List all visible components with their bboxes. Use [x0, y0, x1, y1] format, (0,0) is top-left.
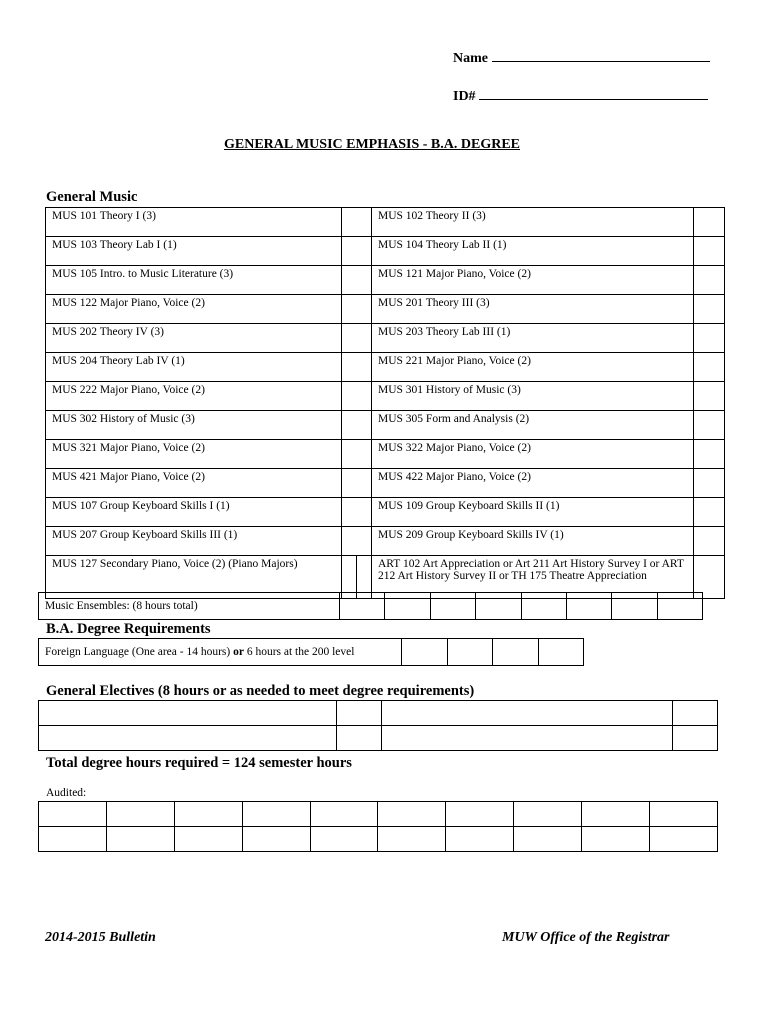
footer-registrar: MUW Office of the Registrar: [502, 930, 670, 945]
general-music-table: [45, 207, 725, 599]
course-right: ART 102 Art Appreciation or Art 211 Art History Survey I or ART 212 Art History Survey II or TH 175 Theatre Appreciation: [372, 556, 694, 599]
audited-cell[interactable]: [242, 827, 310, 852]
foreign-language-box[interactable]: [402, 639, 448, 666]
audited-cell[interactable]: [582, 827, 650, 852]
course-right-check[interactable]: [694, 208, 725, 237]
course-right-check[interactable]: [694, 266, 725, 295]
course-right: MUS 201 Theory III (3): [372, 295, 694, 324]
ensemble-box[interactable]: [430, 593, 475, 620]
audited-cell[interactable]: [582, 802, 650, 827]
course-left-check[interactable]: [342, 266, 372, 295]
audited-cell[interactable]: [514, 827, 582, 852]
name-input-line[interactable]: [492, 47, 710, 62]
course-left: MUS 101 Theory I (3): [46, 208, 342, 237]
general-music-heading: General Music: [46, 189, 138, 205]
foreign-language-or: or: [233, 646, 244, 658]
course-row: [46, 527, 725, 556]
audited-cell[interactable]: [650, 827, 718, 852]
audited-cell[interactable]: [310, 827, 378, 852]
id-input-line[interactable]: [479, 85, 708, 100]
course-right-check[interactable]: [694, 324, 725, 353]
course-right-check[interactable]: [694, 440, 725, 469]
course-right-check[interactable]: [694, 237, 725, 266]
foreign-language-box[interactable]: [447, 639, 493, 666]
audited-row: [39, 802, 718, 827]
audited-cell[interactable]: [446, 827, 514, 852]
course-left: MUS 105 Intro. to Music Literature (3): [46, 266, 342, 295]
course-left-check[interactable]: [342, 498, 372, 527]
course-left-check[interactable]: [342, 324, 372, 353]
ba-requirements-heading: B.A. Degree Requirements: [46, 621, 211, 637]
course-right: MUS 209 Group Keyboard Skills IV (1): [372, 527, 694, 556]
audited-cell[interactable]: [650, 802, 718, 827]
course-row: [46, 411, 725, 440]
ensemble-box[interactable]: [612, 593, 657, 620]
foreign-language-label: [39, 639, 402, 666]
course-right-check[interactable]: [694, 527, 725, 556]
course-left-check[interactable]: [342, 353, 372, 382]
course-left: MUS 122 Major Piano, Voice (2): [46, 295, 342, 324]
ensemble-box[interactable]: [340, 593, 385, 620]
course-right: MUS 305 Form and Analysis (2): [372, 411, 694, 440]
course-row: [46, 208, 725, 237]
course-row: [46, 498, 725, 527]
ensemble-box[interactable]: [521, 593, 566, 620]
course-right-check[interactable]: [694, 382, 725, 411]
ensemble-box[interactable]: [566, 593, 611, 620]
course-right-check[interactable]: [694, 498, 725, 527]
course-left-check[interactable]: [342, 382, 372, 411]
course-row: [46, 266, 725, 295]
elective-check-cell[interactable]: [337, 701, 382, 726]
electives-heading: General Electives (8 hours or as needed to meet degree requirements): [46, 683, 475, 699]
elective-check-cell[interactable]: [673, 701, 718, 726]
course-right: MUS 121 Major Piano, Voice (2): [372, 266, 694, 295]
audited-row: [39, 827, 718, 852]
audited-cell[interactable]: [378, 827, 446, 852]
course-left-check[interactable]: [342, 440, 372, 469]
audited-cell[interactable]: [310, 802, 378, 827]
course-left-check[interactable]: [342, 411, 372, 440]
course-left-check[interactable]: [342, 237, 372, 266]
elective-check-cell[interactable]: [337, 726, 382, 751]
course-row: [46, 382, 725, 411]
course-right-check[interactable]: [694, 353, 725, 382]
ensemble-box[interactable]: [385, 593, 430, 620]
course-right: MUS 221 Major Piano, Voice (2): [372, 353, 694, 382]
audited-cell[interactable]: [174, 802, 242, 827]
course-left: MUS 127 Secondary Piano, Voice (2) (Piano Majors): [46, 556, 342, 599]
audited-cell[interactable]: [174, 827, 242, 852]
course-left: MUS 204 Theory Lab IV (1): [46, 353, 342, 382]
elective-course-cell[interactable]: [39, 701, 337, 726]
course-row: [46, 440, 725, 469]
course-right: MUS 422 Major Piano, Voice (2): [372, 469, 694, 498]
audited-cell[interactable]: [446, 802, 514, 827]
audited-cell[interactable]: [39, 802, 107, 827]
course-left: MUS 202 Theory IV (3): [46, 324, 342, 353]
id-field[interactable]: [453, 85, 708, 105]
foreign-language-text-pre: Foreign Language (One area - 14 hours): [45, 646, 234, 658]
course-left: MUS 103 Theory Lab I (1): [46, 237, 342, 266]
course-left: MUS 421 Major Piano, Voice (2): [46, 469, 342, 498]
course-left: MUS 222 Major Piano, Voice (2): [46, 382, 342, 411]
name-label: Name: [453, 51, 488, 66]
course-right: MUS 322 Major Piano, Voice (2): [372, 440, 694, 469]
course-row: [46, 469, 725, 498]
foreign-language-table: [38, 638, 584, 666]
audited-label: Audited:: [46, 787, 87, 799]
ensemble-box[interactable]: [657, 593, 702, 620]
course-row: [46, 295, 725, 324]
elective-check-cell[interactable]: [673, 726, 718, 751]
audited-cell[interactable]: [378, 802, 446, 827]
course-right: MUS 104 Theory Lab II (1): [372, 237, 694, 266]
course-left: MUS 207 Group Keyboard Skills III (1): [46, 527, 342, 556]
ensembles-label: Music Ensembles: (8 hours total): [39, 593, 340, 620]
ensemble-box[interactable]: [476, 593, 521, 620]
course-right: MUS 203 Theory Lab III (1): [372, 324, 694, 353]
course-left-check[interactable]: [342, 295, 372, 324]
name-field[interactable]: [453, 47, 710, 67]
course-right: MUS 109 Group Keyboard Skills II (1): [372, 498, 694, 527]
elective-course-cell[interactable]: [39, 726, 337, 751]
ensembles-table: [38, 592, 703, 620]
audited-cell[interactable]: [106, 827, 174, 852]
audited-cell[interactable]: [106, 802, 174, 827]
course-right: MUS 102 Theory II (3): [372, 208, 694, 237]
id-label: ID#: [453, 89, 476, 104]
elective-course-cell[interactable]: [382, 701, 673, 726]
course-right-check[interactable]: [694, 469, 725, 498]
audited-cell[interactable]: [242, 802, 310, 827]
total-hours: Total degree hours required = 124 semester hours: [46, 755, 352, 771]
course-row: [46, 353, 725, 382]
audited-table: [38, 801, 718, 852]
foreign-language-box[interactable]: [493, 639, 539, 666]
course-left: MUS 321 Major Piano, Voice (2): [46, 440, 342, 469]
course-right: MUS 301 History of Music (3): [372, 382, 694, 411]
elective-course-cell[interactable]: [382, 726, 673, 751]
course-left-check[interactable]: [342, 469, 372, 498]
course-left: MUS 107 Group Keyboard Skills I (1): [46, 498, 342, 527]
foreign-language-box[interactable]: [538, 639, 584, 666]
audited-cell[interactable]: [39, 827, 107, 852]
course-left-check[interactable]: [342, 208, 372, 237]
course-row: [46, 324, 725, 353]
course-row: [46, 237, 725, 266]
course-right-check[interactable]: [694, 295, 725, 324]
audited-cell[interactable]: [514, 802, 582, 827]
footer-bulletin: 2014-2015 Bulletin: [45, 930, 156, 945]
course-left: MUS 302 History of Music (3): [46, 411, 342, 440]
course-left-check[interactable]: [342, 527, 372, 556]
page-title: GENERAL MUSIC EMPHASIS - B.A. DEGREE: [224, 137, 520, 152]
electives-table: [38, 700, 718, 751]
course-right-check[interactable]: [694, 411, 725, 440]
foreign-language-text-post: 6 hours at the 200 level: [243, 646, 355, 658]
